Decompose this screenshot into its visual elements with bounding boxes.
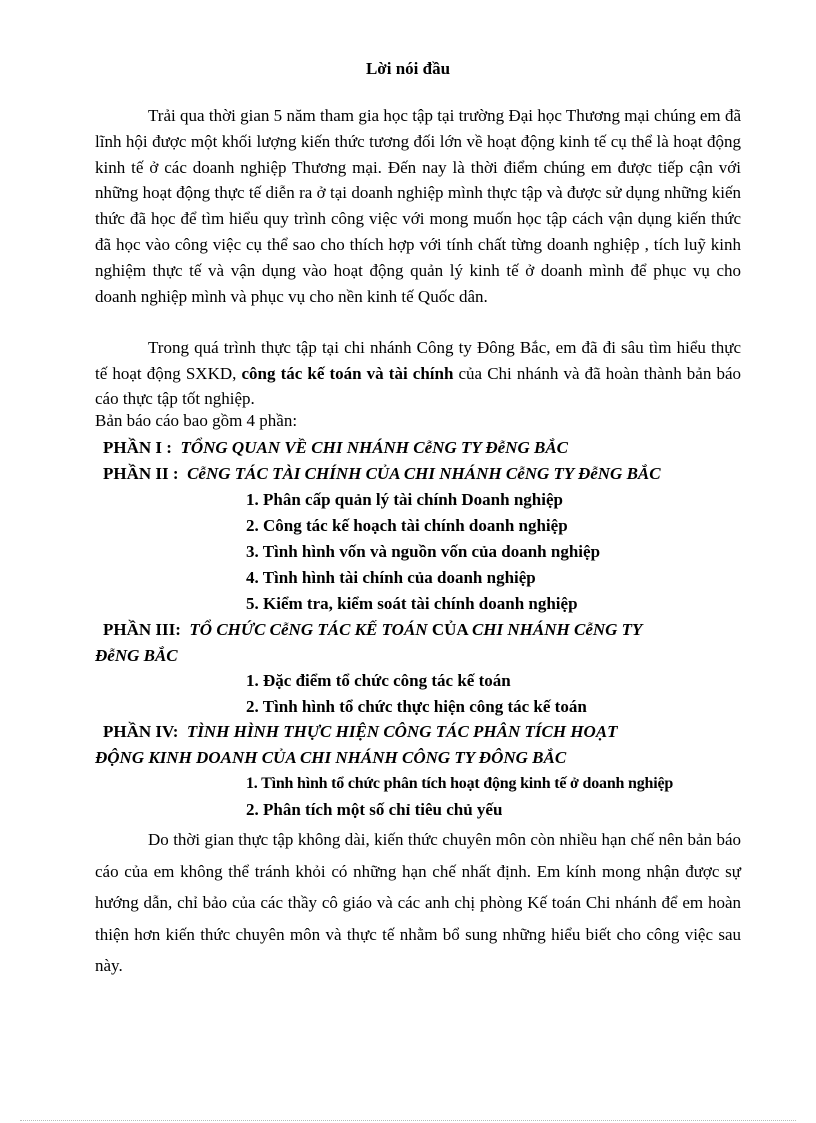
internship-text-c: của Chi nhánh và đã hoàn thành bản báo cáo thực tập tốt nghiệp. bbox=[95, 363, 741, 408]
section-3-item: 1. Đặc điểm tổ chức công tác kế toán bbox=[246, 671, 511, 690]
intro-paragraph: Trải qua thời gian 5 năm tham gia học tập tại trường Đại học Thương mại chúng em đã lĩnh hội được một khối lượng kiến thức tương đối lớn về hoạt động kinh tế cụ thể là hoạt động kinh tế ở các doanh nghiệp Thương mại. Đến nay là thời điểm chúng em được tiếp cận với những hoạt động thực tế diễn ra ở tại doanh nghiệp mình thực tập và được sử dụng những kiến thức đã học để tìm hiểu quy trình công việc với mong muốn học tập cách vận dụng kiến thức đã học vào công việc cụ thể sao cho thích hợp với tính chất từng doanh nghiệp , tích luỹ kinh nghiệm thực tế và vận dụng vào hoạt động quản lý kinh tế ở doanh mình để phục vụ cho doanh nghiệp mình và phục vụ cho nền kinh tế Quốc dân. bbox=[95, 106, 741, 306]
section-4-title-b: ĐỘNG KINH DOANH CỦA CHI NHÁNH CÔNG TY ĐÔNG BẮC bbox=[95, 748, 567, 767]
section-2-label: PHẦN II : bbox=[103, 464, 179, 483]
section-2-heading bbox=[103, 464, 661, 484]
section-2-item: 2. Công tác kế hoạch tài chính doanh nghiệp bbox=[246, 516, 568, 535]
internship-text-bold: công tác kế toán và tài chính bbox=[241, 363, 454, 383]
section-4-item: 1. Tình hình tổ chức phân tích hoạt động kinh tế ở doanh nghiệp bbox=[246, 775, 674, 792]
closing-paragraph: Do thời gian thực tập không dài, kiến thức chuyên môn còn nhiều hạn chế nên bản báo cáo của em không thể tránh khỏi có những hạn chế nhất định. Em kính mong nhận được sự hướng dẫn, chỉ bảo của các thầy cô giáo và các anh chị phòng Kế toán Chi nhánh để em hoàn thiện hơn kiến thức chuyên môn và thực tế nhằm bổ sung những hiểu biết cho công việc sau này. bbox=[95, 830, 741, 975]
section-2-item: 5. Kiểm tra, kiểm soát tài chính doanh nghiệp bbox=[246, 594, 578, 613]
section-4-label: PHẦN IV: bbox=[103, 722, 179, 741]
section-2-title: CễNG TÁC TÀI CHÍNH CỦA CHI NHÁNH CễNG TY ĐễNG BẮC bbox=[187, 464, 661, 483]
section-3-title-a: TỔ CHỨC CễNG TÁC KẾ TOÁN bbox=[189, 620, 428, 639]
section-2-item: 4. Tình hình tài chính của doanh nghiệp bbox=[246, 568, 536, 587]
section-4-title-a: TÌNH HÌNH THỰC HIỆN CÔNG TÁC PHÂN TÍCH HOẠT bbox=[186, 722, 618, 741]
page-bottom-divider bbox=[20, 1120, 796, 1121]
section-3-title-c: CHI NHÁNH CễNG TY bbox=[471, 620, 643, 639]
section-2-item: 1. Phân cấp quản lý tài chính Doanh nghiệp bbox=[246, 490, 563, 509]
section-3-title-b: CỦA bbox=[427, 620, 472, 639]
section-4-heading bbox=[103, 722, 618, 742]
section-4-item: 2. Phân tích một số chỉ tiêu chủ yếu bbox=[246, 800, 503, 819]
section-3-item: 2. Tình hình tổ chức thực hiện công tác kế toán bbox=[246, 697, 587, 716]
page-title: Lời nói đầu bbox=[365, 59, 451, 78]
section-3-label: PHẦN III: bbox=[103, 620, 181, 639]
section-2-item: 3. Tình hình vốn và nguồn vốn của doanh nghiệp bbox=[246, 542, 601, 561]
report-intro-line: Bản báo cáo bao gồm 4 phần: bbox=[95, 411, 298, 430]
section-1-label: PHẦN I : bbox=[103, 438, 172, 457]
section-1-heading bbox=[103, 438, 568, 458]
section-3-heading bbox=[103, 620, 642, 640]
internship-text-a: Trong quá trình thực tập tại chi nhánh Công ty Đông Bắc, em đã đi sâu tìm hiểu thực tế hoạt động SXKD, bbox=[95, 338, 741, 383]
section-1-title: TỔNG QUAN VỀ CHI NHÁNH CễNG TY ĐễNG BẮC bbox=[180, 438, 568, 457]
section-3-title-d: ĐễNG BẮC bbox=[95, 646, 178, 665]
internship-paragraph bbox=[95, 335, 741, 412]
